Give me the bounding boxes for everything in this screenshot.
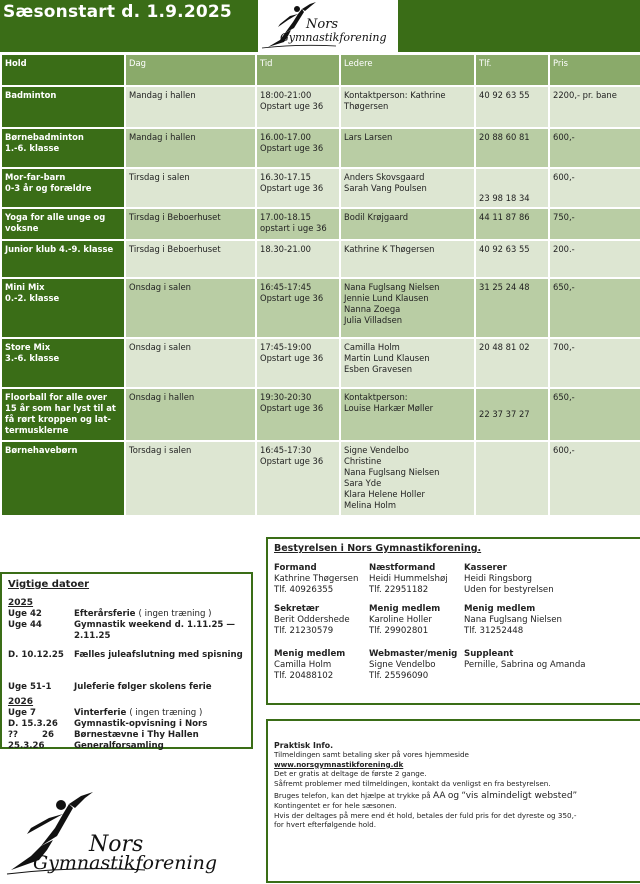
date-key: Uge 51-1 [8,682,52,692]
leaders-cell: Kontaktperson: Louise Harkær Møller [341,389,474,440]
day-cell: Tirsdag i Beboerhuset [126,209,255,239]
leaders-cell: Nana Fuglsang Nielsen Jennie Lund Klausen Nanna Zoega Julia Villadsen [341,279,474,337]
logo-text-gymnastikforening: Gymnastikforening [280,31,387,44]
table-row [2,442,640,515]
price-cell: 2200,- pr. bane [550,87,640,127]
member-name: Pernille, Sabrina og Amanda [464,660,586,670]
time-cell: 16:45-17:30 Opstart uge 36 [257,442,339,515]
date-key: 25.3.26 [8,741,45,751]
date-key: Uge 7 [8,708,36,718]
phone-cell: 23 98 18 34 [476,169,548,207]
table-row [2,339,640,387]
member-role: Webmaster/menig [369,649,458,659]
year-heading: 2026 [8,697,34,707]
member-name: Berit Oddershede [274,615,350,625]
member-phone: Tlf. 25596090 [369,671,429,681]
info-line: Hvis der deltages på mere end ét hold, betales der fuld pris for det dyreste og 350,- [274,810,577,820]
logo-text-nors: Nors [89,832,144,857]
team-name: Børnebadminton 1.-6. klasse [2,129,124,167]
info-emph: og [447,791,460,802]
phone-cell: 20 48 81 02 [476,339,548,387]
banner [0,0,640,52]
phone-cell: 20 88 60 81 [476,129,548,167]
column-header: Tid [257,55,339,85]
info-line: Bruges telefon, kan det hjælpe at trykke på [274,791,431,801]
info-line: Tilmeldingen samt betaling sker på vores hjemmeside [274,750,469,760]
phone-cell: 31 25 24 48 [476,279,548,337]
time-cell: 16.00-17.00 Opstart uge 36 [257,129,339,167]
member-role: Suppleant [464,649,514,659]
date-event: Børnestævne i Thy Hallen [74,730,199,740]
time-cell: 16.30-17.15 Opstart uge 36 [257,169,339,207]
time-cell: 18:00-21:00 Opstart uge 36 [257,87,339,127]
banner-left [0,0,258,52]
member-role: Menig medlem [274,649,346,659]
table-row [2,241,640,277]
dates-title: Vigtige datoer [8,579,90,590]
member-role: Kasserer [464,563,507,573]
website-link[interactable]: www.norsgymnastikforening.dk [274,759,404,769]
banner-right [398,0,640,52]
phone-cell: 22 37 37 27 [476,389,548,440]
phone-cell: 40 92 63 55 [476,87,548,127]
board-member [464,649,634,671]
time-cell: 19:30-20:30 Opstart uge 36 [257,389,339,440]
time-cell: 16:45-17:45 Opstart uge 36 [257,279,339,337]
price-cell: 700,- [550,339,640,387]
info-line: Såfremt problemer med tilmeldingen, kontakt da venligst en fra bestyrelsen. [274,778,551,788]
info-line: for hvert efterfølgende hold. [274,820,377,830]
info-line: Det er gratis at deltage de første 2 gange. [274,769,427,779]
team-name: Floorball for alle over 15 år som har lyst til at få rørt kroppen og lat- termusklerne [2,389,124,440]
price-cell: 600,- [550,442,640,515]
day-cell: Onsdag i hallen [126,389,255,440]
date-key: Uge 42 [8,609,42,619]
team-name: Store Mix 3.-6. klasse [2,339,124,387]
date-event: Generalforsamling [74,741,164,751]
member-name: Kathrine Thøgersen [274,574,359,584]
member-role: Formand [274,563,317,573]
phone-cell [476,442,548,515]
important-dates-box [0,572,253,749]
leaders-cell: Bodil Krøjgaard [341,209,474,239]
member-phone: Tlf. 20488102 [274,671,334,681]
leaders-cell: Kontaktperson: Kathrine Thøgersen [341,87,474,127]
leaders-cell: Signe Vendelbo Christine Nana Fuglsang Nielsen Sara Yde Klara Helene Holler Melina Holm [341,442,474,515]
member-name: Signe Vendelbo [369,660,436,670]
day-cell: Torsdag i salen [126,442,255,515]
logo-text-nors: Nors [306,17,339,32]
leaders-cell: Lars Larsen [341,129,474,167]
price-cell: 650,- [550,389,640,440]
team-name: Yoga for alle unge og voksne [2,209,124,239]
day-cell: Mandag i hallen [126,129,255,167]
time-cell: 18.30-21.00 [257,241,339,277]
day-cell: Mandag i hallen [126,87,255,127]
price-cell: 650,- [550,279,640,337]
member-name: Karoline Holler [369,615,432,625]
logo-text-gymnastikforening: Gymnastikforening [33,852,217,874]
column-header: Hold [2,55,124,85]
member-phone: Uden for bestyrelsen [464,585,554,595]
member-role: Menig medlem [369,604,441,614]
day-cell: Onsdag i salen [126,279,255,337]
member-name: Camilla Holm [274,660,332,670]
column-header: Ledere [341,55,474,85]
day-cell: Onsdag i salen [126,339,255,387]
board-box [266,537,640,705]
page-title: Sæsonstart d. 1.9.2025 [3,2,232,22]
member-role: Menig medlem [464,604,536,614]
time-cell: 17.00-18.15 opstart i uge 36 [257,209,339,239]
member-phone: Tlf. 22951182 [369,585,429,595]
info-title: Praktisk Info. [274,741,334,750]
leaders-cell: Kathrine K Thøgersen [341,241,474,277]
team-name: Mor-far-barn 0-3 år og forældre [2,169,124,207]
date-key-suffix: 26 [42,730,54,740]
member-role: Sekretær [274,604,320,614]
price-cell: 200.- [550,241,640,277]
member-phone: Tlf. 40926355 [274,585,334,595]
schedule-table [0,53,640,517]
board-title: Bestyrelsen i Nors Gymnastikforening. [274,543,482,554]
table-row [2,209,640,239]
member-role: Næstformand [369,563,436,573]
leaders-cell: Anders Skovsgaard Sarah Vang Poulsen [341,169,474,207]
member-phone: Tlf. 21230579 [274,626,334,636]
club-logo-large [5,790,245,880]
leaders-cell: Camilla Holm Martin Lund Klausen Esben Gravesen [341,339,474,387]
member-name: Heidi Ringsborg [464,574,532,584]
table-row [2,279,640,337]
date-event: Efterårsferie [74,609,136,619]
date-note: ( ingen træning ) [138,609,212,619]
board-member [464,604,634,637]
table-row [2,87,640,127]
info-emph: “vis almindeligt websted” [461,791,578,802]
date-event: Vinterferie [74,708,127,718]
phone-cell: 44 11 87 86 [476,209,548,239]
member-name: Heidi Hummelshøj [369,574,448,584]
member-phone: Tlf. 31252448 [464,626,524,636]
info-emph: AA [432,791,446,802]
price-cell: 750,- [550,209,640,239]
member-name: Nana Fuglsang Nielsen [464,615,562,625]
team-name: Mini Mix 0.-2. klasse [2,279,124,337]
team-name: Junior klub 4.-9. klasse [2,241,124,277]
year-heading: 2025 [8,598,34,608]
table-header-row [2,55,640,85]
phone-cell: 40 92 63 55 [476,241,548,277]
day-cell: Tirsdag i Beboerhuset [126,241,255,277]
column-header: Tlf. [476,55,548,85]
date-event: Gymnastik-opvisning i Nors [74,719,208,729]
table-row [2,169,640,207]
member-phone: Tlf. 29902801 [369,626,429,636]
practical-info-box [266,719,640,883]
team-name: Børnehavebørn [2,442,124,515]
day-cell: Tirsdag i salen [126,169,255,207]
date-event: Gymnastik weekend d. 1.11.25 — 2.11.25 [74,620,235,641]
table-row [2,389,640,440]
info-line: Kontingentet er for hele sæsonen. [274,801,397,811]
date-note: ( ingen træning ) [129,708,203,718]
date-key: D. 15.3.26 [8,719,58,729]
date-key: ?? [8,730,18,740]
column-header: Dag [126,55,255,85]
team-name: Badminton [2,87,124,127]
column-header: Pris [550,55,640,85]
table-row [2,129,640,167]
date-key: Uge 44 [8,620,42,630]
date-event: Fælles juleafslutning med spisning [74,650,243,660]
board-member [464,563,634,596]
price-cell: 600,- [550,169,640,207]
date-event: Juleferie følger skolens ferie [74,682,212,692]
date-key: D. 10.12.25 [8,650,64,660]
club-logo [258,0,398,52]
price-cell: 600,- [550,129,640,167]
time-cell: 17:45-19:00 Opstart uge 36 [257,339,339,387]
